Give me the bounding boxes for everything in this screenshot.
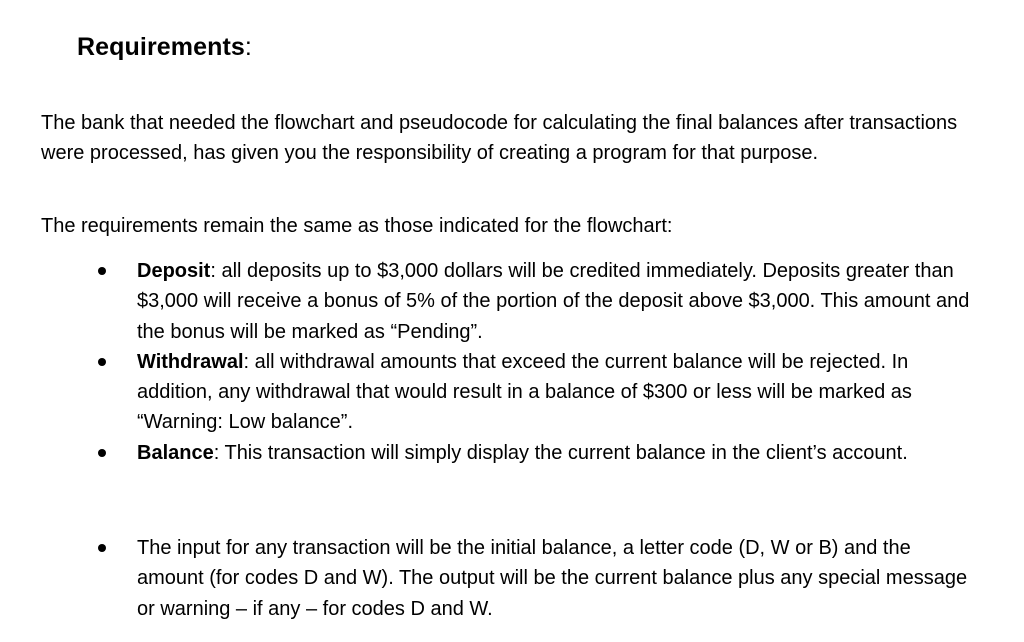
description-withdrawal: : all withdrawal amounts that exceed the current balance will be rejected. In addition, any withdrawal that would result in a balance of $300 or less will be marked as “Warning: Low balance”.: [137, 350, 912, 434]
term-withdrawal: Withdrawal: [137, 350, 244, 373]
list-item-deposit: [41, 256, 981, 347]
bullet-icon: [98, 544, 106, 552]
term-deposit: Deposit: [137, 260, 211, 282]
heading-title: Requirements: [77, 33, 245, 61]
bullet-icon: [98, 358, 106, 366]
list-item-withdrawal: [41, 347, 981, 438]
bullet-icon: [98, 267, 106, 275]
description-input-output: The input for any transaction will be the initial balance, a letter code (D, W or B) and the amount (for codes D and W). The output will be the current balance plus any special message or warning – if any – for codes D and W.: [137, 537, 968, 620]
description-deposit: : all deposits up to $3,000 dollars will be credited immediately. Deposits greater than $3,000 will receive a bonus of 5% of the portion of the deposit above $3,000. This amount and the bonus will be marked as “Pending”.: [137, 260, 970, 343]
input-output-list: [41, 533, 981, 624]
list-item-input-output: [41, 533, 981, 624]
requirements-intro-paragraph: The requirements remain the same as those indicated for the flowchart:: [41, 215, 673, 237]
list-item-balance: [41, 438, 981, 468]
section-heading: [77, 31, 252, 63]
requirements-list: [41, 256, 981, 468]
term-balance: Balance: [137, 441, 214, 464]
intro-paragraph: The bank that needed the flowchart and pseudocode for calculating the final balances after transactions were processed, has given you the responsibility of creating a program for that purpose.: [41, 112, 958, 164]
bullet-icon: [98, 449, 106, 457]
description-balance: : This transaction will simply display the current balance in the client’s account.: [213, 441, 908, 464]
heading-colon: :: [244, 33, 252, 61]
